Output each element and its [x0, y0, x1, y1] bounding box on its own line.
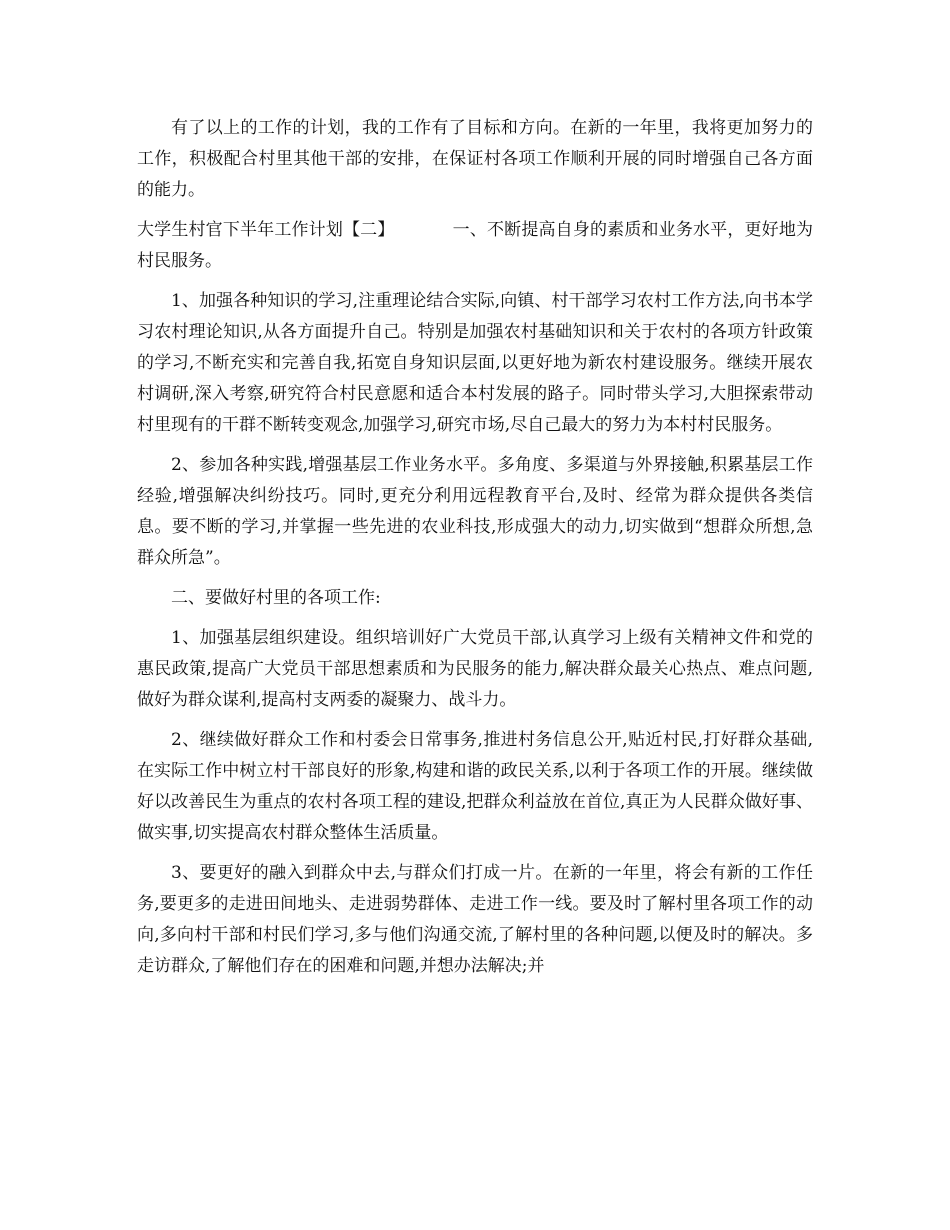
paragraph-8: 3、要更好的融入到群众中去,与群众们打成一片。在新的一年里，将会有新的工作任务,要更多的走进田间地头、走进弱势群体、走进工作一线。要及时了解村里各项工作的动向,多向村干部和村民们学习,多与他们沟通交流,了解村里的各种问题,以便及时的解决。多走访群众,了解他们存在的困难和问题,并想办法解决;并 — [137, 863, 813, 976]
paragraph-6: 1、加强基层组织建设。组织培训好广大党员干部,认真学习上级有关精神文件和党的惠民政策,提高广大党员干部思想素质和为民服务的能力,解决群众最关心热点、难点问题,做好为群众谋利,提高村支两委的凝聚力、战斗力。 — [137, 628, 813, 710]
paragraph-5: 二、要做好村里的各项工作: — [171, 588, 381, 608]
document-body — [137, 113, 813, 991]
paragraph-7: 2、继续做好群众工作和村委会日常事务,推进村务信息公开,贴近村民,打好群众基础,在实际工作中树立村干部良好的形象,构建和谐的政民关系,以利于各项工作的开展。继续做好以改善民生为重点的农村各项工程的建设,把群众利益放在首位,真正为人民群众做好事、做实事,切实提高农村群众整体生活质量。 — [137, 730, 813, 843]
paragraph-2: 一、不断提高自身的素质和业务水平，更好地为村民服务。 — [137, 220, 813, 271]
paragraph-4: 2、参加各种实践,增强基层工作业务水平。多角度、多渠道与外界接触,积累基层工作经验,增强解决纠纷技巧。同时,更充分利用远程教育平台,及时、经常为群众提供各类信息。要不断的学习,并掌握一些先进的农业科技,形成强大的动力,切实做到“想群众所想,急群众所急”。 — [137, 455, 813, 568]
document-title: 大学生村官下半年工作计划【二】 — [137, 220, 395, 240]
paragraph-1: 有了以上的工作的计划，我的工作有了目标和方向。在新的一年里，我将更加努力的工作，积极配合村里其他干部的安排，在保证村各项工作顺利开展的同时增强自己各方面的能力。 — [137, 118, 813, 200]
section-heading-paragraph — [137, 215, 813, 277]
paragraph-3: 1、加强各种知识的学习,注重理论结合实际,向镇、村干部学习农村工作方法,向书本学习农村理论知识,从各方面提升自己。特别是加强农村基础知识和关于农村的各项方针政策的学习,不断充实和完善自我,拓宽自身知识层面,以更好地为新农村建设服务。继续开展农村调研,深入考察,研究符合村民意愿和适合本村发展的路子。同时带头学习,大胆探索带动村里现有的干群不断转变观念,加强学习,研究市场,尽自己最大的努力为本村村民服务。 — [137, 291, 813, 435]
